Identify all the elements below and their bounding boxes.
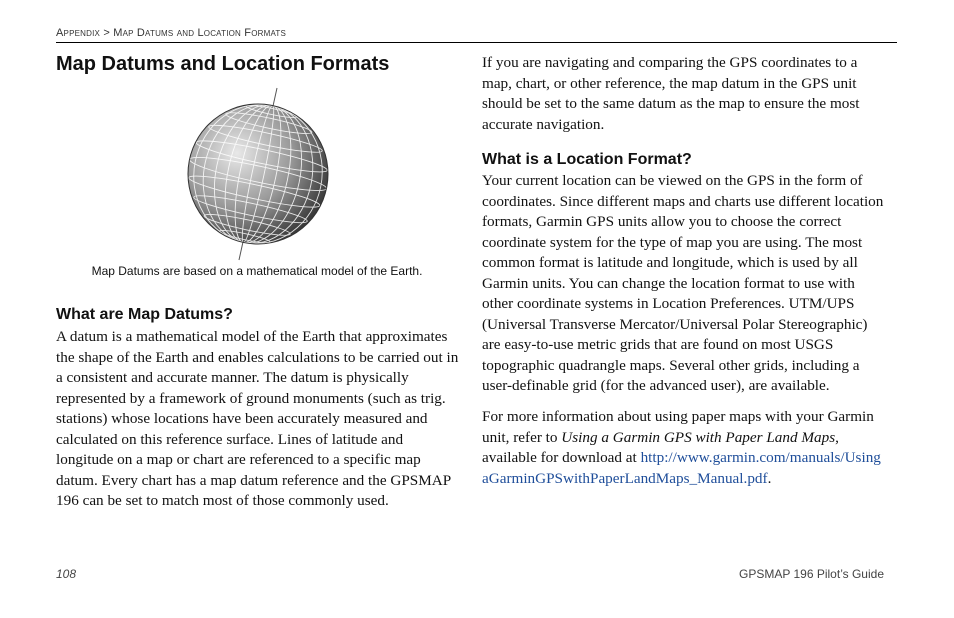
section-heading-location-format: What is a Location Format? (482, 151, 692, 168)
globe-icon (180, 86, 340, 266)
header-divider (56, 42, 897, 43)
book-title: Using a Garmin GPS with Paper Land Maps (561, 428, 836, 446)
breadcrumb-section[interactable]: Appendix (56, 27, 101, 39)
more-info-text-after: . (767, 469, 772, 487)
intro-paragraph: If you are navigating and comparing the GPS coordinates to a map, chart, or other reference, the map datum in the GPS unit should be set to the same datum as the map to ensure the most accurate navigation. (482, 54, 860, 133)
breadcrumb (56, 27, 286, 39)
more-info-text-middle: , available for download at (482, 428, 839, 466)
page-title: Map Datums and Location Formats (56, 53, 390, 75)
location-format-paragraph: Your current location can be viewed on the GPS in the form of coordinates. Since different maps and charts use different location formats, Garmin GPS units allow you to choose the correct coordinate system for the type of map you are using. The most common format is latitude and longitude, which is used by all Garmin units. You can change the location format to use with other coordinate systems in Location Preferences. UTM/UPS (Universal Transverse Mercator/Universal Polar Stereographic) are easy-to-use metric grids that are found on most USGS topographic quadrangle maps. Several other grids, including a user-definable grid (for the advanced user), are available. (482, 172, 884, 394)
section-heading-datums: What are Map Datums? (56, 306, 233, 323)
more-info-paragraph (482, 407, 884, 489)
breadcrumb-separator: > (103, 27, 110, 39)
guide-title: GPSMAP 196 Pilot’s Guide (739, 567, 884, 581)
page-number: 108 (56, 567, 77, 581)
breadcrumb-page: Map Datums and Location Formats (113, 27, 287, 39)
figure-caption: Map Datums are based on a mathematical model of the Earth. (91, 264, 423, 278)
datums-paragraph: A datum is a mathematical model of the Earth that approximates the shape of the Earth and enables calculations to be carried out in a consistent and accurate manner. The datum is physically represented by a framework of ground monuments (such as trig. stations) whose locations have been accurately measured and calculated on this reference surface. Lines of latitude and longitude on a map or chart are referenced to a specific map datum. Every chart has a map datum reference and the GPSMAP 196 can be set to match most of those commonly used. (56, 328, 459, 509)
manual-download-link[interactable]: http://www.garmin.com/manuals/UsingaGarminGPSwithPaperLandMaps_Manual.pdf (482, 449, 881, 487)
more-info-text-before: For more information about using paper maps with your Garmin unit, refer to (482, 408, 874, 446)
